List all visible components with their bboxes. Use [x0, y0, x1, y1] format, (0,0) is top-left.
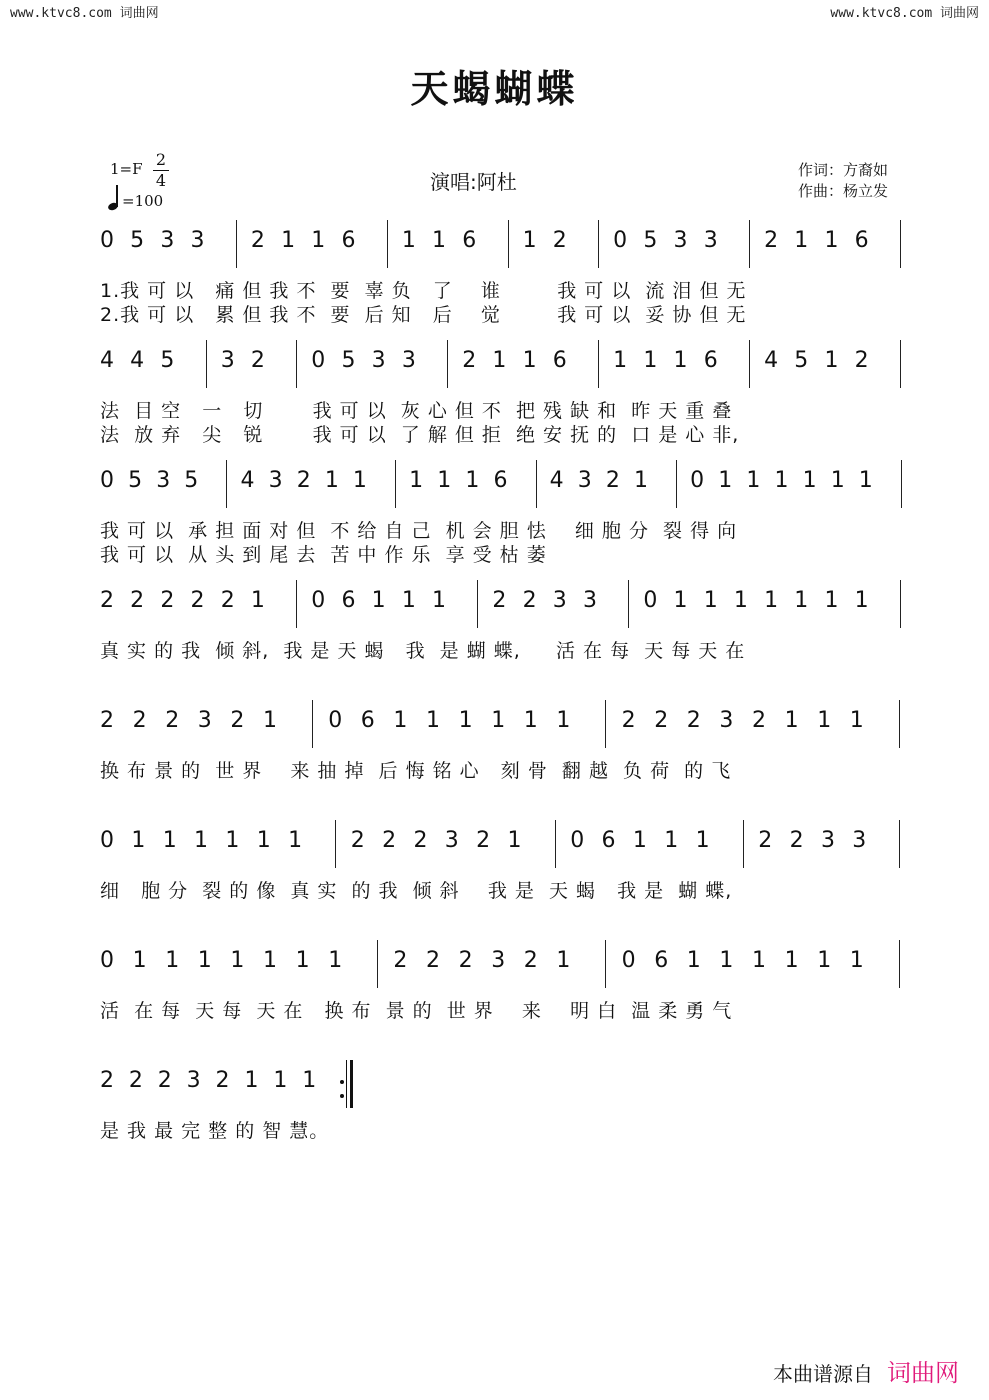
note: 5 — [794, 348, 809, 373]
lyric-line: 法 放 弃 尖 锐 我 可 以 了 解 但 拒 绝 安 抚 的 口 是 心 非, — [100, 424, 740, 446]
note: 2 — [458, 948, 473, 973]
note: 1 — [673, 588, 688, 613]
note: 1 — [401, 228, 416, 253]
note: 1 — [288, 828, 303, 853]
barline — [900, 340, 901, 388]
note: 2 — [854, 348, 869, 373]
note: 1 — [324, 468, 339, 493]
note: 3 — [719, 708, 734, 733]
note: 3 — [852, 828, 867, 853]
note: 1 — [784, 708, 799, 733]
note: 1 — [817, 948, 832, 973]
footer-credit — [773, 1353, 959, 1388]
note: 1 — [854, 588, 869, 613]
note: 2 — [100, 708, 114, 733]
note: 2 — [621, 708, 636, 733]
lyric-line: 2.我 可 以 累 但 我 不 要 后 知 后 觉 我 可 以 妥 协 但 无 — [100, 304, 747, 326]
note: 6 — [552, 348, 567, 373]
barline — [508, 220, 509, 268]
barline — [395, 460, 396, 508]
note: 1 — [409, 468, 424, 493]
note: 6 — [703, 348, 718, 373]
note: 6 — [462, 228, 477, 253]
note: 1 — [703, 588, 718, 613]
note: 6 — [341, 228, 356, 253]
note: 1 — [131, 828, 146, 853]
tempo-marking — [108, 184, 163, 210]
barline — [387, 220, 388, 268]
note: 1 — [830, 468, 845, 493]
lyric-line: 真 实 的 我 倾 斜, 我 是 天 蝎 我 是 蝴 蝶, 活 在 每 天 每 天 在 — [100, 640, 746, 662]
note: 5 — [184, 468, 199, 493]
note: 1 — [352, 468, 367, 493]
note: 1 — [802, 468, 817, 493]
repeat-dot — [340, 1094, 344, 1098]
note: 1 — [746, 468, 761, 493]
barline — [447, 340, 448, 388]
lyric-line: 法 目 空 一 切 我 可 以 灰 心 但 不 把 残 缺 和 昨 天 重 叠 — [100, 400, 733, 422]
note: 1 — [784, 948, 799, 973]
note: 6 — [341, 588, 356, 613]
note: 1 — [197, 948, 212, 973]
note: 3 — [371, 348, 386, 373]
note: 1 — [437, 468, 452, 493]
composer-credit: 作曲：杨立发 — [798, 182, 889, 200]
note: 2 — [758, 828, 773, 853]
meter-bottom: 4 — [155, 171, 167, 190]
barline — [555, 820, 556, 868]
note: 1 — [162, 828, 177, 853]
note: 3 — [268, 468, 283, 493]
note: 6 — [493, 468, 508, 493]
note: 0 — [613, 228, 628, 253]
note: 2 — [250, 228, 265, 253]
note: 1 — [393, 708, 408, 733]
lyric-line: 1.我 可 以 痛 但 我 不 要 辜 负 了 谁 我 可 以 流 泪 但 无 — [100, 280, 747, 302]
notation-row — [100, 828, 925, 862]
watermark-left: www.ktvc8.com 词曲网 — [10, 6, 159, 21]
note: 5 — [130, 228, 145, 253]
note: 1 — [250, 588, 265, 613]
note: 6 — [654, 948, 669, 973]
barline — [749, 220, 750, 268]
note: 2 — [789, 828, 804, 853]
barline — [335, 820, 336, 868]
note: 4 — [549, 468, 564, 493]
note: 2 — [393, 948, 408, 973]
note: 0 — [100, 828, 114, 853]
note: 2 — [522, 588, 537, 613]
barline — [206, 340, 207, 388]
note: 2 — [476, 828, 491, 853]
note: 2 — [160, 588, 175, 613]
credits — [798, 160, 888, 202]
note: 3 — [190, 228, 205, 253]
barline — [899, 820, 900, 868]
note: 5 — [160, 348, 175, 373]
lyric-line: 我 可 以 从 头 到 尾 去 苦 中 作 乐 享 受 枯 萎 — [100, 544, 547, 566]
note: 1 — [281, 228, 296, 253]
notation-row — [100, 708, 925, 742]
note: 1 — [824, 348, 839, 373]
barline — [226, 460, 227, 508]
note: 2 — [413, 828, 428, 853]
notation-row — [100, 348, 925, 382]
note: 5 — [128, 468, 143, 493]
note: 5 — [341, 348, 356, 373]
note: 1 — [328, 948, 343, 973]
note: 1 — [432, 228, 447, 253]
note: 3 — [220, 348, 235, 373]
tempo-value: =100 — [122, 192, 164, 210]
note: 1 — [824, 588, 839, 613]
lyric-line: 换 布 景 的 世 界 来 抽 掉 后 悔 铭 心 刻 骨 翻 越 负 荷 的 飞 — [100, 760, 732, 782]
note: 5 — [643, 228, 658, 253]
note: 1 — [492, 348, 507, 373]
lyric-line: 活 在 每 天 每 天 在 换 布 景 的 世 界 来 明 白 温 柔 勇 气 — [100, 1000, 733, 1022]
note: 1 — [507, 828, 522, 853]
notation-row — [100, 948, 925, 982]
note: 1 — [664, 828, 679, 853]
note: 2 — [605, 468, 620, 493]
barline — [312, 700, 313, 748]
note: 4 — [764, 348, 779, 373]
note: 3 — [552, 588, 567, 613]
note: 3 — [491, 948, 506, 973]
note: 1 — [817, 708, 832, 733]
note: 2 — [215, 1068, 230, 1093]
note: 1 — [794, 588, 809, 613]
barline — [536, 460, 537, 508]
note: 0 — [570, 828, 585, 853]
note: 0 — [100, 948, 114, 973]
note: 1 — [523, 708, 538, 733]
lyric-line: 是 我 最 完 整 的 智 慧。 — [100, 1120, 330, 1142]
note: 1 — [849, 948, 864, 973]
note: 3 — [673, 228, 688, 253]
note: 1 — [263, 708, 277, 733]
barline — [743, 820, 744, 868]
note: 2 — [230, 708, 245, 733]
note: 2 — [523, 948, 538, 973]
meter-top: 2 — [155, 150, 167, 169]
barline — [901, 460, 902, 508]
note: 1 — [230, 948, 245, 973]
note: 3 — [582, 588, 597, 613]
note: 1 — [556, 948, 571, 973]
note: 0 — [690, 468, 705, 493]
note: 1 — [371, 588, 386, 613]
lyric-line: 细 胞 分 裂 的 像 真 实 的 我 倾 斜 我 是 天 蝎 我 是 蝴 蝶, — [100, 880, 733, 902]
note: 1 — [132, 948, 147, 973]
note: 1 — [695, 828, 710, 853]
note: 1 — [774, 468, 789, 493]
note: 1 — [244, 1068, 259, 1093]
note: 2 — [250, 348, 265, 373]
note: 1 — [673, 348, 688, 373]
note: 2 — [220, 588, 235, 613]
singer-credit: 演唱:阿杜 — [430, 170, 517, 194]
barline — [676, 460, 677, 508]
barline — [477, 580, 478, 628]
note: 2 — [157, 1068, 172, 1093]
note: 1 — [752, 948, 766, 973]
note: 1 — [764, 588, 779, 613]
note: 0 — [311, 588, 326, 613]
note: 1 — [643, 348, 658, 373]
note: 3 — [160, 228, 175, 253]
note: 1 — [849, 708, 864, 733]
note: 1 — [465, 468, 480, 493]
note: 2 — [426, 948, 440, 973]
note: 1 — [733, 588, 748, 613]
note: 1 — [522, 228, 537, 253]
barline — [296, 340, 297, 388]
note: 2 — [296, 468, 311, 493]
note: 1 — [295, 948, 310, 973]
note: 4 — [100, 348, 114, 373]
note: 2 — [190, 588, 205, 613]
barline — [236, 220, 237, 268]
barline — [296, 580, 297, 628]
key-signature: 1=F — [110, 160, 143, 178]
barline — [628, 580, 629, 628]
barline — [605, 940, 606, 988]
note: 4 — [130, 348, 145, 373]
note: 6 — [854, 228, 869, 253]
note: 2 — [100, 588, 114, 613]
note: 3 — [156, 468, 171, 493]
note: 2 — [128, 1068, 143, 1093]
note: 2 — [132, 708, 147, 733]
note: 4 — [240, 468, 255, 493]
barline — [749, 340, 750, 388]
barline — [377, 940, 378, 988]
final-barline-thin — [346, 1060, 347, 1108]
notation-row — [100, 1068, 925, 1102]
note: 3 — [703, 228, 718, 253]
note: 1 — [401, 588, 416, 613]
note: 2 — [686, 708, 701, 733]
note: 2 — [764, 228, 779, 253]
note: 1 — [718, 468, 733, 493]
note: 2 — [752, 708, 766, 733]
note: 1 — [165, 948, 180, 973]
note: 1 — [458, 708, 473, 733]
note: 0 — [100, 468, 114, 493]
note: 3 — [444, 828, 459, 853]
note: 3 — [186, 1068, 201, 1093]
note: 1 — [613, 348, 628, 373]
barline — [899, 940, 900, 988]
note: 1 — [632, 828, 647, 853]
note: 1 — [556, 708, 571, 733]
note: 2 — [462, 348, 477, 373]
note: 2 — [165, 708, 180, 733]
note: 1 — [263, 948, 277, 973]
note: 1 — [719, 948, 734, 973]
notation-row — [100, 588, 925, 622]
note: 1 — [794, 228, 809, 253]
watermark-right: www.ktvc8.com 词曲网 — [830, 6, 979, 21]
lyricist-credit: 作词：方裔如 — [798, 161, 889, 179]
note: 1 — [491, 708, 506, 733]
barline — [900, 220, 901, 268]
barline — [900, 580, 901, 628]
note: 1 — [256, 828, 271, 853]
note: 0 — [100, 228, 114, 253]
note: 6 — [601, 828, 616, 853]
note: 2 — [492, 588, 507, 613]
note: 1 — [633, 468, 648, 493]
notation-row — [100, 228, 925, 262]
note: 2 — [382, 828, 397, 853]
note: 1 — [194, 828, 209, 853]
note: 2 — [130, 588, 145, 613]
note: 1 — [686, 948, 701, 973]
note: 1 — [273, 1068, 288, 1093]
barline — [899, 700, 900, 748]
barline — [605, 700, 606, 748]
note: 1 — [426, 708, 440, 733]
note: 3 — [820, 828, 835, 853]
note: 1 — [432, 588, 447, 613]
note: 0 — [311, 348, 326, 373]
note: 2 — [654, 708, 669, 733]
quarter-note-icon — [108, 184, 120, 210]
note: 1 — [522, 348, 537, 373]
note: 2 — [350, 828, 365, 853]
barline — [598, 340, 599, 388]
note: 1 — [225, 828, 240, 853]
song-title: 天蝎蝴蝶 — [410, 66, 579, 111]
final-barline-thick — [350, 1060, 353, 1108]
note: 1 — [858, 468, 873, 493]
note: 1 — [302, 1068, 317, 1093]
note: 6 — [360, 708, 375, 733]
note: 3 — [577, 468, 592, 493]
note: 0 — [328, 708, 343, 733]
note: 2 — [100, 1068, 114, 1093]
barline — [598, 220, 599, 268]
note: 0 — [621, 948, 636, 973]
note: 3 — [401, 348, 416, 373]
footer-brand: 词曲网 — [887, 1359, 959, 1387]
lyric-line: 我 可 以 承 担 面 对 但 不 给 自 己 机 会 胆 怯 细 胞 分 裂 得 向 — [100, 520, 738, 542]
note: 2 — [552, 228, 567, 253]
notation-row — [100, 468, 925, 502]
note: 1 — [824, 228, 839, 253]
footer-text: 本曲谱源自 — [773, 1362, 873, 1386]
repeat-dot — [340, 1080, 344, 1084]
note: 0 — [643, 588, 658, 613]
note: 1 — [311, 228, 326, 253]
note: 3 — [197, 708, 212, 733]
